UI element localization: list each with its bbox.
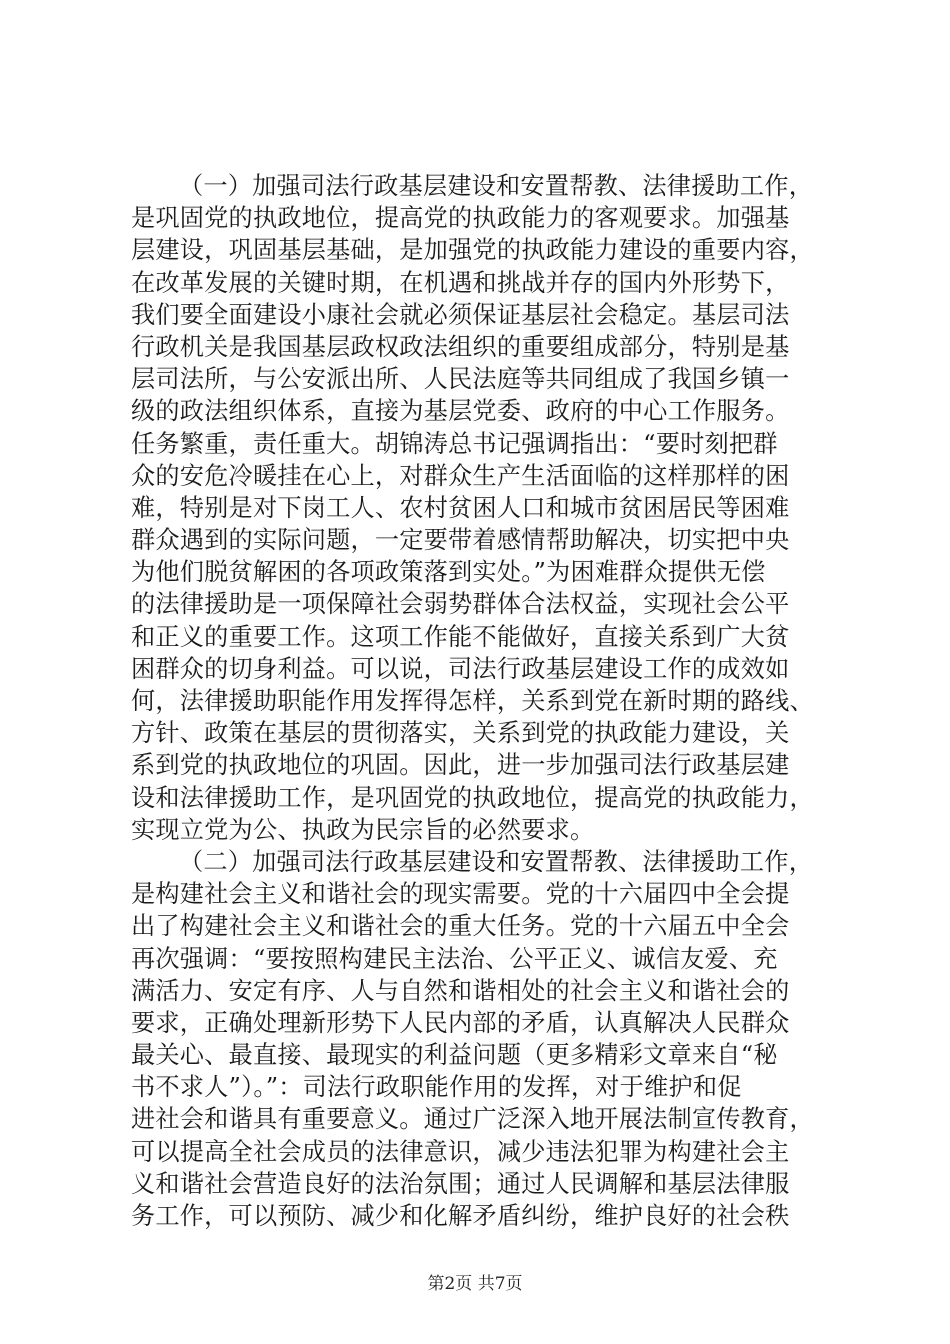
- text-line: 任务繁重，责任重大。胡锦涛总书记强调指出：“要时刻把群: [131, 429, 778, 458]
- text-line: 我们要全面建设小康社会就必须保证基层社会稳定。基层司法: [131, 300, 790, 329]
- paragraph: [131, 846, 831, 1232]
- text-line: 群众遇到的实际问题，一定要带着感情帮助解决，切实把中央: [131, 526, 790, 555]
- text-line: 在改革发展的关键时期，在机遇和挑战并存的国内外形势下，: [131, 268, 790, 297]
- document-body: [131, 170, 831, 1232]
- text-line: 级的政法组织体系，直接为基层党委、政府的中心工作服务。: [131, 397, 790, 426]
- text-line: 系到党的执政地位的巩固。因此，进一步加强司法行政基层建: [131, 751, 790, 780]
- text-line: 的法律援助是一项保障社会弱势群体合法权益，实现社会公平: [131, 590, 790, 619]
- text-line: 要求，正确处理新形势下人民内部的矛盾，认真解决人民群众: [131, 1008, 790, 1037]
- paragraph: [131, 170, 831, 846]
- text-line: 层司法所，与公安派出所、人民法庭等共同组成了我国乡镇一: [131, 365, 790, 394]
- text-line: 难，特别是对下岗工人、农村贫困人口和城市贫困居民等困难: [131, 493, 790, 522]
- text-line: 层建设，巩固基层基础，是加强党的执政能力建设的重要内容，: [131, 236, 814, 265]
- text-line: 再次强调：“要按照构建民主法治、公平正义、诚信友爱、充: [131, 944, 778, 973]
- text-line: 满活力、安定有序、人与自然和谐相处的社会主义和谐社会的: [131, 976, 790, 1005]
- text-line: 义和谐社会营造良好的法治氛围；通过人民调解和基层法律服: [131, 1169, 790, 1198]
- text-line: 可以提高全社会成员的法律意识，减少违法犯罪为构建社会主: [131, 1137, 790, 1166]
- text-line: 进社会和谐具有重要意义。通过广泛深入地开展法制宣传教育，: [131, 1105, 814, 1134]
- text-line: 何，法律援助职能作用发挥得怎样，关系到党在新时期的路线、: [131, 687, 814, 715]
- text-line: 和正义的重要工作。这项工作能不能做好，直接关系到广大贫: [131, 622, 790, 651]
- text-line: 设和法律援助工作，是巩固党的执政地位，提高党的执政能力，: [131, 783, 814, 812]
- text-line: 务工作，可以预防、减少和化解矛盾纠纷，维护良好的社会秩: [131, 1202, 790, 1230]
- text-line: 是巩固党的执政地位，提高党的执政能力的客观要求。加强基: [131, 204, 790, 233]
- text-line: 出了构建社会主义和谐社会的重大任务。党的十六届五中全会: [131, 912, 790, 941]
- text-line: 书不求人”）。”：司法行政职能作用的发挥，对于维护和促: [131, 1073, 742, 1102]
- text-line: 实现立党为公、执政为民宗旨的必然要求。: [131, 815, 595, 844]
- text-line: 是构建社会主义和谐社会的现实需要。党的十六届四中全会提: [131, 880, 790, 909]
- text-line: 行政机关是我国基层政权政法组织的重要组成部分，特别是基: [131, 332, 790, 361]
- page-footer: 第2页 共7页: [427, 1274, 523, 1294]
- text-line: 方针、政策在基层的贯彻落实，关系到党的执政能力建设，关: [131, 719, 790, 748]
- text-line: （二）加强司法行政基层建设和安置帮教、法律援助工作，: [179, 847, 814, 876]
- text-line: （一）加强司法行政基层建设和安置帮教、法律援助工作，: [179, 172, 814, 200]
- text-line: 为他们脱贫解困的各项政策落到实处。”为困难群众提供无偿: [131, 558, 766, 587]
- text-line: 众的安危冷暖挂在心上，对群众生产生活面临的这样那样的困: [131, 461, 790, 490]
- text-line: 困群众的切身利益。可以说，司法行政基层建设工作的成效如: [131, 654, 790, 683]
- text-line: 最关心、最直接、最现实的利益问题（更多精彩文章来自“秘: [131, 1041, 778, 1070]
